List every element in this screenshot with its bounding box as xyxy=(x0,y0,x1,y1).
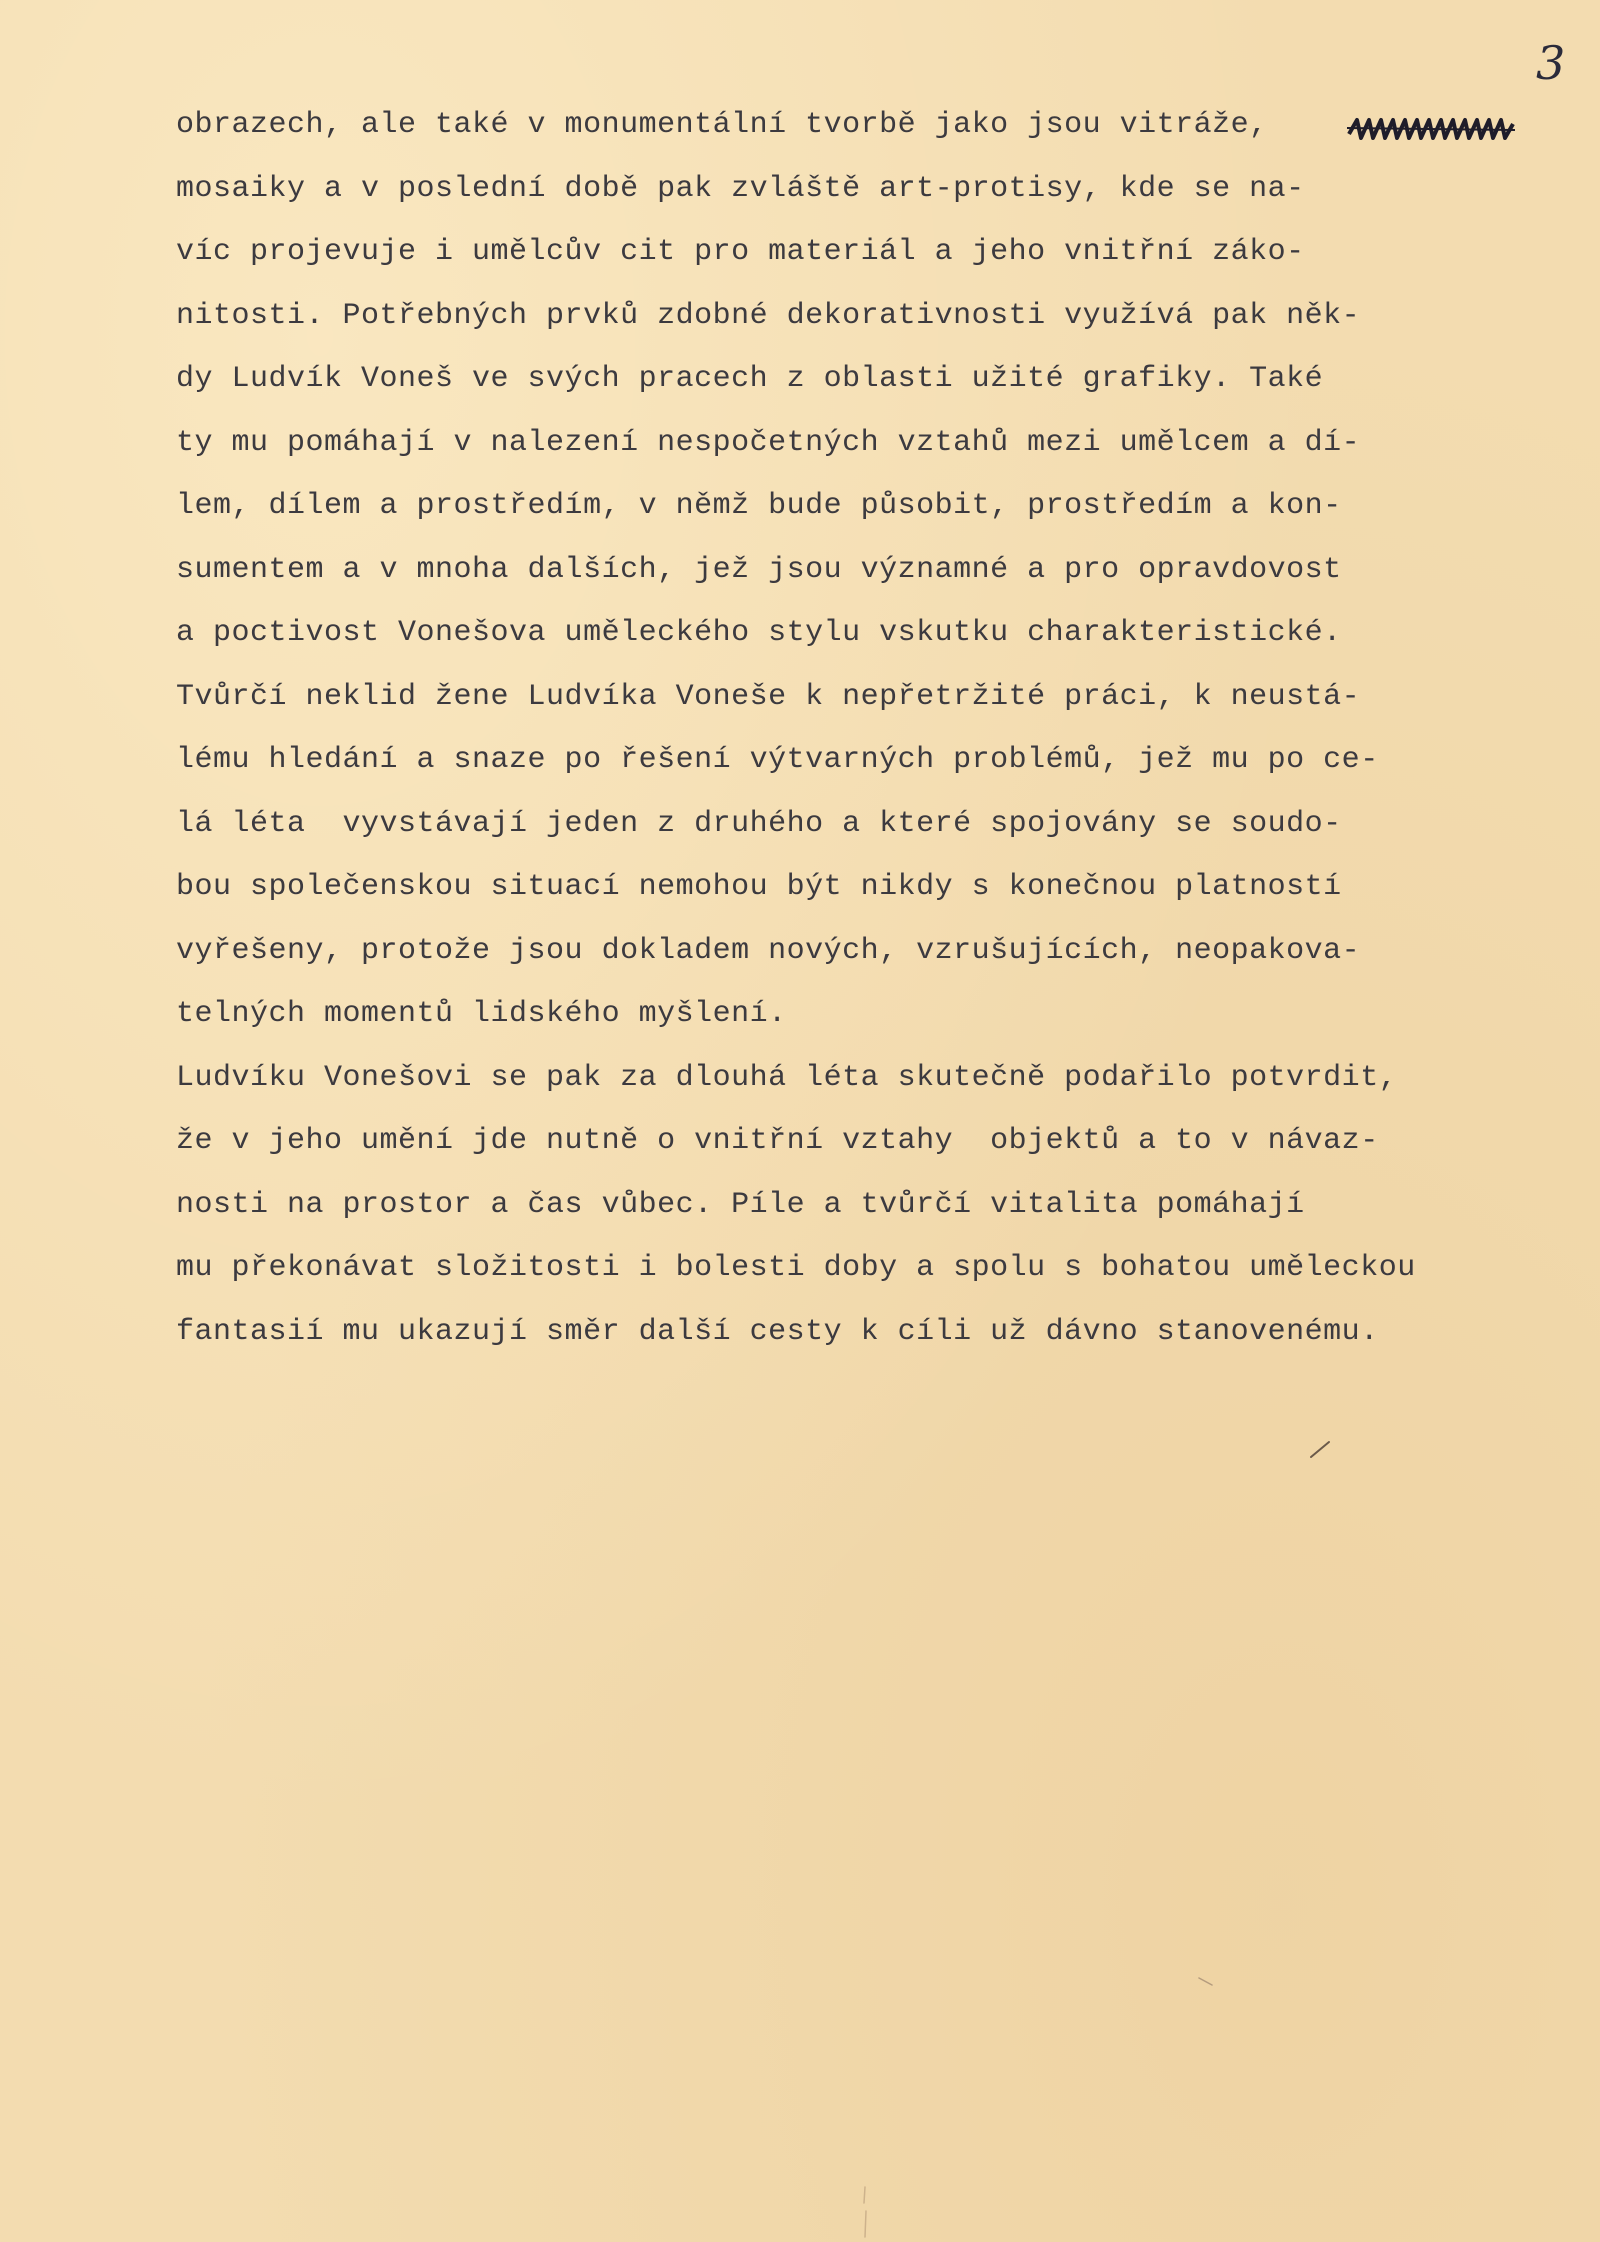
text-line: že v jeho umění jde nutně o vnitřní vztahy objektů a to v návaz- xyxy=(176,1124,1379,1158)
text-line: lem, dílem a prostředím, v němž bude působit, prostředím a kon- xyxy=(176,489,1342,523)
text-line: nitosti. Potřebných prvků zdobné dekorativnosti využívá pak něk- xyxy=(176,298,1361,333)
text-line: fantasií mu ukazují směr další cesty k cíli už dávno stanovenému. xyxy=(176,1314,1379,1349)
text-line: mosaiky a v poslední době pak zvláště art-protisy, kde se na- xyxy=(176,171,1305,206)
text-line: bou společenskou situací nemohou být nikdy s konečnou platností xyxy=(176,870,1342,904)
pencil-dot-mark xyxy=(1196,1975,1216,1989)
text-line: obrazech, ale také v monumentální tvorbě jako jsou vitráže, xyxy=(176,108,1268,142)
text-line: víc projevuje i umělcův cit pro materiál a jeho vnitřní záko- xyxy=(176,235,1305,269)
text-line: lá léta vyvstávají jeden z druhého a které spojovány se soudo- xyxy=(176,806,1342,841)
page-number: 3 xyxy=(1536,36,1566,90)
text-line: Tvůrčí neklid žene Ludvíka Voneše k nepřetržité práci, k neustá- xyxy=(176,679,1361,714)
text-line: lému hledání a snaze po řešení výtvarných problémů, jež mu po ce- xyxy=(176,743,1379,777)
text-line: nosti na prostor a čas vůbec. Píle a tvůrčí vitalita pomáhají xyxy=(176,1187,1305,1222)
text-line: vyřešeny, protože jsou dokladem nových, vzrušujících, neopakova- xyxy=(176,933,1361,968)
text-line: Ludvíku Vonešovi se pak za dlouhá léta skutečně podařilo potvrdit, xyxy=(176,1060,1398,1095)
paper-fold-mark xyxy=(858,2185,872,2240)
pencil-tick-mark xyxy=(1308,1438,1332,1460)
text-line: a poctivost Vonešova uměleckého stylu vskutku charakteristické. xyxy=(176,616,1342,650)
text-line: telných momentů lidského myšlení. xyxy=(176,997,787,1031)
text-line: sumentem a v mnoha dalších, jež jsou významné a pro opravdovost xyxy=(176,552,1342,587)
typed-text-block xyxy=(176,100,1506,1370)
text-line: mu překonávat složitosti i bolesti doby a spolu s bohatou uměleckou xyxy=(176,1251,1416,1285)
text-line: dy Ludvík Voneš ve svých pracech z oblasti užité grafiky. Také xyxy=(176,362,1324,396)
text-line: ty mu pomáhají v nalezení nespočetných vztahů mezi umělcem a dí- xyxy=(176,425,1361,460)
